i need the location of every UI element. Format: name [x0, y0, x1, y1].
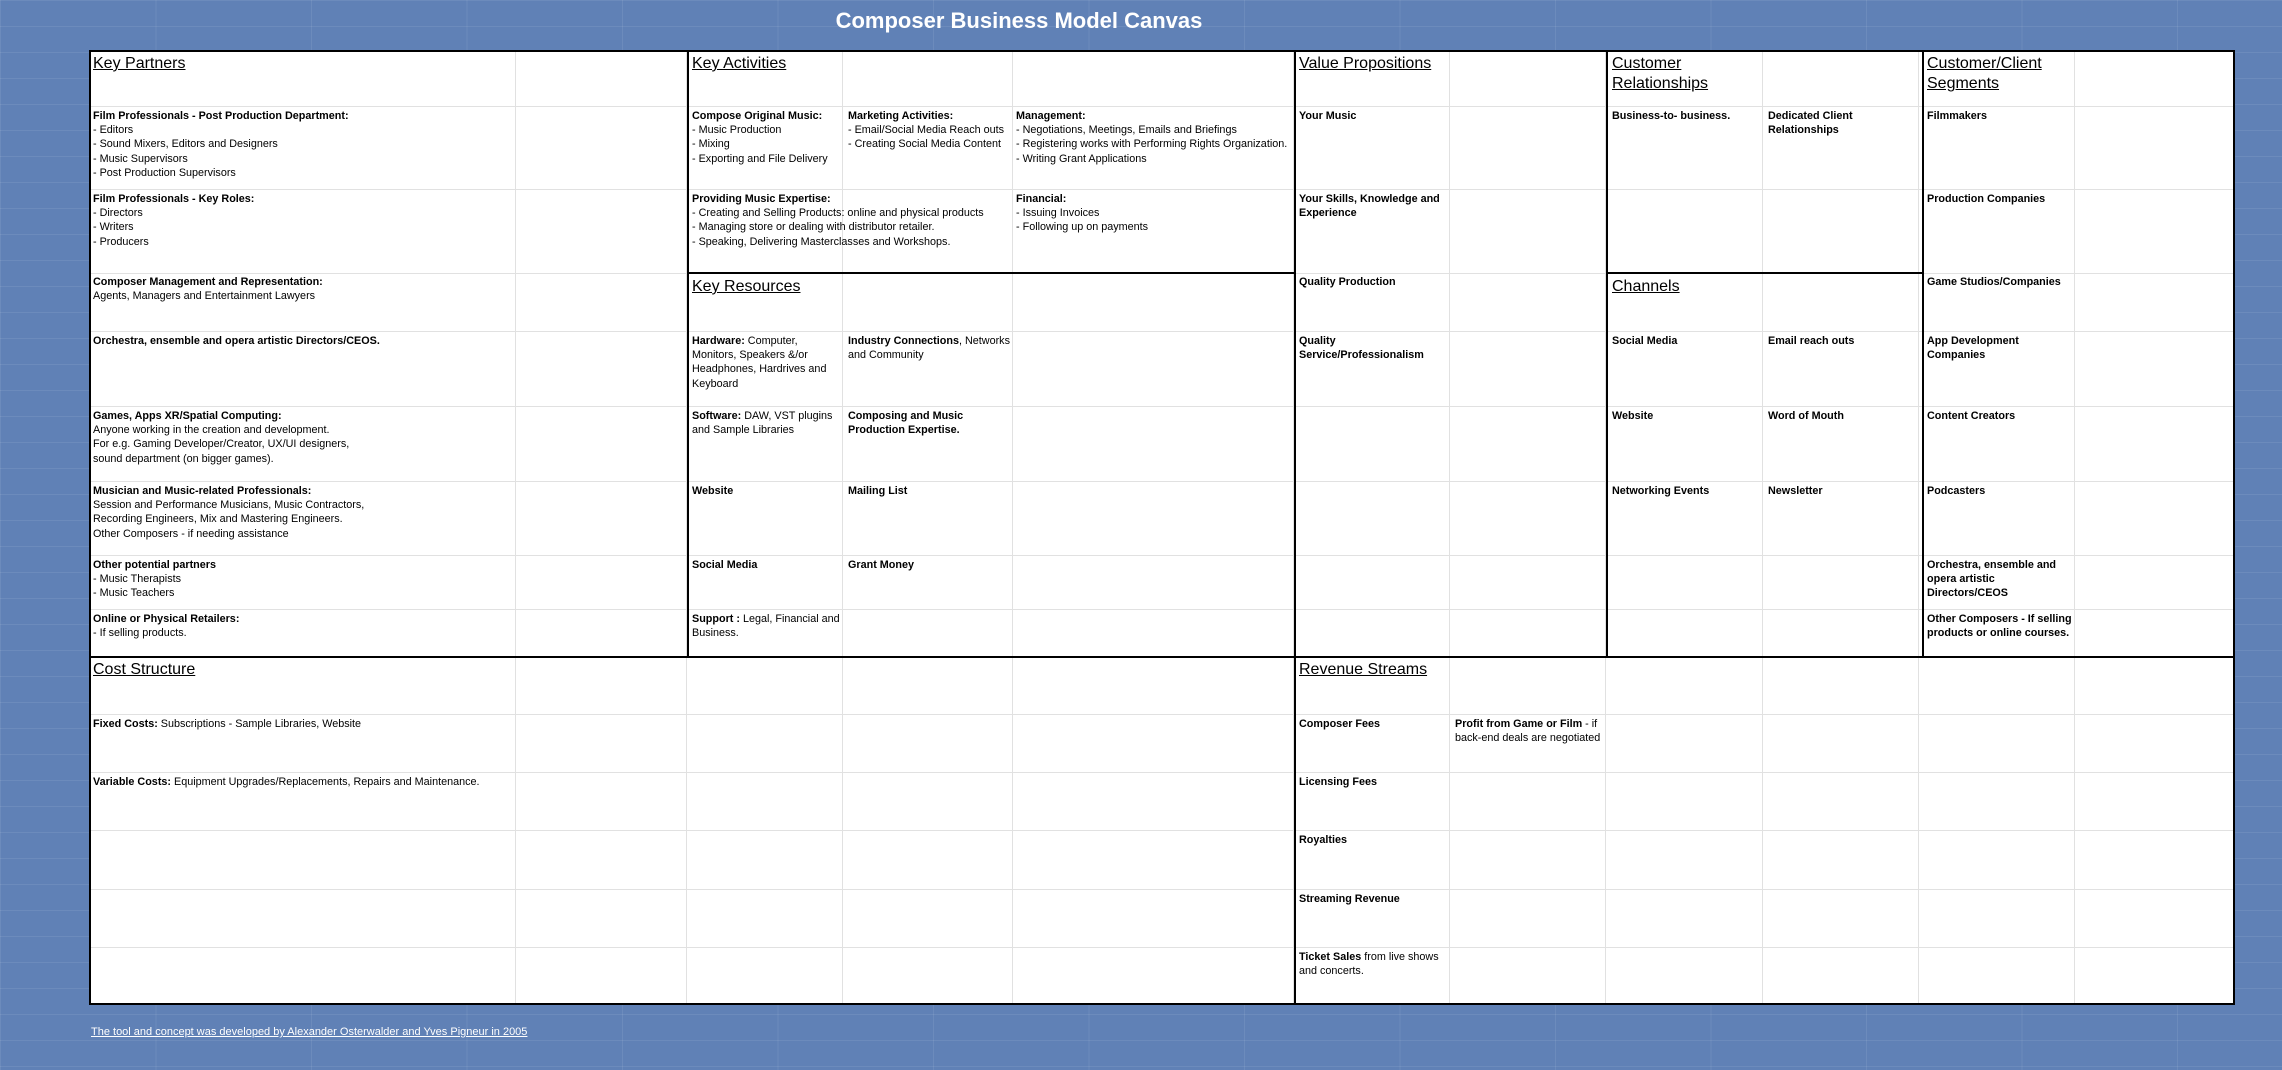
customer-segment-item: Filmmakers [1927, 110, 1988, 122]
key-activity-block-line: - Issuing Invoices [1016, 207, 1100, 220]
grid-cell[interactable] [1013, 556, 1294, 610]
channel-item: Word of Mouth [1768, 410, 1844, 422]
grid-cell[interactable] [843, 715, 1013, 773]
revenue-block [1299, 775, 1449, 789]
customer-segments-header: Customer/Client Segments [1927, 55, 2042, 92]
key-partner-block-heading: Other potential partners [93, 559, 216, 571]
revenue-block [1299, 833, 1449, 847]
key-activity-block-line: - Managing store or dealing with distributor retailer. [692, 221, 935, 234]
key-partner-block-line: Other Composers - if needing assistance [93, 527, 289, 540]
grid-cell[interactable] [687, 890, 843, 948]
key-resource-block-text: Computer, Monitors, Speakers &/or Headphones, Hardrives and Keyboard [692, 335, 827, 390]
key-partner-block [93, 484, 513, 541]
key-activity-block-line: - Creating and Selling Products: online and physical products [692, 207, 984, 220]
key-partner-block [93, 409, 513, 466]
grid-cell[interactable] [1763, 715, 1919, 773]
grid-cell[interactable] [1606, 610, 1763, 658]
grid-cell[interactable] [1763, 190, 1919, 274]
grid-cell[interactable] [1013, 407, 1294, 482]
grid-cell[interactable] [516, 482, 687, 556]
grid-cell[interactable] [1919, 831, 2075, 890]
key-activity-block-heading: Management: [1016, 110, 1086, 122]
key-partner-block-heading: Musician and Music-related Professionals: [93, 485, 312, 497]
grid-cell[interactable] [1013, 831, 1294, 890]
key-resource-block-text: , Networks and Community [848, 335, 1010, 362]
key-resource-block-text: DAW, VST plugins and Sample Libraries [692, 410, 833, 437]
grid-cell[interactable] [516, 610, 687, 658]
key-activity-block-heading: Providing Music Expertise: [692, 193, 831, 205]
grid-cell[interactable] [516, 274, 687, 332]
grid-cell[interactable] [687, 948, 843, 1005]
revenue-block-text: - if back-end deals are negotiated [1455, 718, 1601, 745]
grid-cell[interactable] [1763, 831, 1919, 890]
customer-segment-item: Game Studios/Companies [1927, 276, 2061, 288]
cost-block-heading: Variable Costs: [93, 776, 172, 788]
grid-cell[interactable] [1013, 890, 1294, 948]
grid-cell[interactable] [516, 831, 687, 890]
key-partner-block-line: - Writers [93, 221, 134, 234]
key-activity-block-line: - Following up on payments [1016, 221, 1149, 234]
grid-cell[interactable] [1763, 948, 1919, 1005]
grid-cell[interactable] [687, 831, 843, 890]
key-activity-block-line: - Music Production [692, 124, 782, 137]
grid-cell[interactable] [2075, 556, 2235, 610]
grid-cell[interactable] [2075, 715, 2235, 773]
key-partner-block-line: - Editors [93, 124, 134, 137]
grid-cell[interactable] [1450, 332, 1606, 407]
grid-cell[interactable] [1919, 890, 2075, 948]
grid-cell[interactable] [2075, 831, 2235, 890]
key-resource-block [692, 334, 840, 391]
grid-cell[interactable] [1294, 556, 1450, 610]
key-resource-block-heading: Composing and Music Production Expertise. [848, 410, 964, 437]
grid-cell[interactable] [1450, 610, 1606, 658]
customer-segment-item: Other Composers - If selling products or online courses. [1927, 613, 2072, 640]
grid-cell[interactable] [1450, 831, 1606, 890]
grid-cell[interactable] [2075, 773, 2235, 831]
key-partner-block-heading: Film Professionals - Key Roles: [93, 193, 255, 205]
grid-cell[interactable] [516, 190, 687, 274]
cost-block-text: Equipment Upgrades/Replacements, Repairs and Maintenance. [171, 776, 480, 788]
grid-cell[interactable] [2075, 482, 2235, 556]
grid-cell[interactable] [2075, 190, 2235, 274]
canvas-title: Composer Business Model Canvas [835, 8, 1203, 33]
grid-cell[interactable] [2075, 948, 2235, 1005]
key-resource-block-heading: Industry Connections [848, 335, 959, 347]
grid-cell[interactable] [843, 890, 1013, 948]
key-partner-block-line: - Music Supervisors [93, 152, 188, 165]
customer-segment-item: Content Creators [1927, 410, 2016, 422]
customer-relationship-item: Dedicated Client Relationships [1768, 110, 1853, 137]
grid-cell[interactable] [516, 556, 687, 610]
revenue-block [1299, 950, 1449, 978]
grid-cell[interactable] [1450, 274, 1606, 332]
key-partner-block-line: - Producers [93, 235, 149, 248]
grid-cell[interactable] [1450, 407, 1606, 482]
key-resource-block [848, 409, 1010, 437]
key-partner-block-line: - Music Therapists [93, 573, 181, 586]
grid-cell[interactable] [89, 831, 516, 890]
key-activity-block-line: - Exporting and File Delivery [692, 152, 828, 165]
key-resource-block-text: Legal, Financial and Business. [692, 613, 840, 640]
key-resource-block-heading: Social Media [692, 559, 758, 571]
revenue-block-heading: Streaming Revenue [1299, 893, 1400, 905]
grid-cell[interactable] [2075, 407, 2235, 482]
grid-cell[interactable] [843, 831, 1013, 890]
key-activity-block [1016, 109, 1296, 166]
key-partner-block-line: - Sound Mixers, Editors and Designers [93, 138, 278, 151]
customer-segment-item: App Development Companies [1927, 335, 2019, 362]
key-activity-block-heading: Financial: [1016, 193, 1067, 205]
grid-cell[interactable] [1606, 773, 1763, 831]
revenue-block [1455, 717, 1605, 745]
grid-cell[interactable] [1450, 190, 1606, 274]
revenue-block [1299, 892, 1449, 906]
key-partner-block [93, 612, 513, 640]
grid-cell[interactable] [1294, 482, 1450, 556]
key-resource-block-heading: Website [692, 485, 734, 497]
key-partner-block-line: - Post Production Supervisors [93, 166, 236, 179]
key-resources-header: Key Resources [692, 278, 801, 295]
revenue-streams-header: Revenue Streams [1299, 661, 1428, 678]
key-partner-block-line: - Music Teachers [93, 587, 175, 600]
key-resource-block-heading: Grant Money [848, 559, 914, 571]
grid-cell[interactable] [1450, 107, 1606, 190]
key-resource-block-heading: Software: [692, 410, 742, 422]
grid-cell[interactable] [843, 50, 1013, 107]
grid-cell[interactable] [1763, 890, 1919, 948]
grid-cell[interactable] [1450, 948, 1606, 1005]
grid-cell[interactable] [1919, 948, 2075, 1005]
customer-relationship-item: Business-to- business. [1612, 110, 1731, 122]
revenue-block-heading: Composer Fees [1299, 718, 1381, 730]
grid-cell[interactable] [1013, 610, 1294, 658]
key-activity-block-line: - Writing Grant Applications [1016, 152, 1147, 165]
revenue-block-text: from live shows and concerts. [1299, 951, 1439, 978]
grid-cell[interactable] [2075, 332, 2235, 407]
channel-item: Networking Events [1612, 485, 1710, 497]
key-activity-block-heading: Compose Original Music: [692, 110, 823, 122]
key-partner-block-heading: Games, Apps XR/Spatial Computing: [93, 410, 282, 422]
key-activity-block-line: - Creating Social Media Content [848, 138, 1002, 151]
grid-cell[interactable] [2075, 658, 2235, 715]
key-partner-block-line: - Directors [93, 207, 143, 220]
grid-cell[interactable] [516, 948, 687, 1005]
key-partner-block [93, 109, 513, 180]
customer-segment-item: Orchestra, ensemble and opera artistic Directors/CEOS [1927, 559, 2057, 600]
key-partner-block [93, 275, 513, 303]
revenue-block-heading: Profit from Game or Film [1455, 718, 1583, 730]
canvas-sheet [89, 50, 2235, 1005]
key-partner-block-heading: Film Professionals - Post Production Department: [93, 110, 349, 122]
grid-cell[interactable] [1013, 332, 1294, 407]
value-proposition-item: Quality Service/Professionalism [1299, 335, 1424, 362]
key-activity-block-line: - Negotiations, Meetings, Emails and Briefings [1016, 124, 1237, 137]
grid-cell[interactable] [516, 658, 687, 715]
grid-cell[interactable] [843, 773, 1013, 831]
key-resource-block [692, 612, 840, 640]
channel-item: Website [1612, 410, 1654, 422]
grid-cell[interactable] [516, 890, 687, 948]
key-resource-block [692, 409, 840, 437]
key-activity-block [1016, 192, 1294, 235]
customer-segment-item: Production Companies [1927, 193, 2046, 205]
key-activity-block-line: - Registering works with Performing Rights Organization. [1016, 138, 1288, 151]
key-resource-block [692, 484, 840, 498]
grid-cell[interactable] [1763, 658, 1919, 715]
grid-cell[interactable] [516, 107, 687, 190]
grid-cell[interactable] [1450, 50, 1606, 107]
key-partner-block-heading: Orchestra, ensemble and opera artistic Directors/CEOS. [93, 335, 380, 347]
grid-cell[interactable] [1606, 890, 1763, 948]
grid-cell[interactable] [1450, 658, 1606, 715]
customer-segment-item: Podcasters [1927, 485, 1986, 497]
cost-block [93, 775, 683, 789]
grid-cell[interactable] [1763, 556, 1919, 610]
grid-cell[interactable] [1450, 773, 1606, 831]
grid-cell[interactable] [89, 948, 516, 1005]
attribution-link[interactable]: The tool and concept was developed by Alexander Osterwalder and Yves Pigneur in 2005 [91, 1026, 528, 1038]
channel-item: Email reach outs [1768, 335, 1855, 347]
revenue-block-heading: Ticket Sales [1299, 951, 1362, 963]
grid-cell[interactable] [1919, 715, 2075, 773]
channels-header: Channels [1612, 278, 1680, 295]
cost-structure-header: Cost Structure [93, 661, 196, 678]
key-activity-block-line: - Mixing [692, 138, 730, 151]
value-proposition-item: Your Skills, Knowledge and Experience [1299, 193, 1440, 220]
grid-cell[interactable] [1013, 50, 1294, 107]
key-resource-block [848, 484, 1010, 498]
grid-cell[interactable] [1763, 610, 1919, 658]
key-resource-block-heading: Support : [692, 613, 740, 625]
grid-cell[interactable] [2075, 107, 2235, 190]
grid-cell[interactable] [1294, 610, 1450, 658]
grid-cell[interactable] [2075, 610, 2235, 658]
cost-block-heading: Fixed Costs: [93, 718, 158, 730]
key-resource-block [692, 558, 840, 572]
key-resource-block [848, 334, 1010, 362]
key-resource-block-heading: Hardware: [692, 335, 745, 347]
key-activity-block [692, 192, 1012, 249]
revenue-block [1299, 717, 1449, 731]
grid-cell[interactable] [843, 948, 1013, 1005]
grid-cell[interactable] [687, 773, 843, 831]
grid-cell[interactable] [1450, 890, 1606, 948]
grid-cell[interactable] [1606, 831, 1763, 890]
key-activity-block-line: - Speaking, Delivering Masterclasses and Workshops. [692, 235, 951, 248]
grid-cell[interactable] [687, 658, 843, 715]
grid-cell[interactable] [1013, 658, 1294, 715]
grid-cell[interactable] [1450, 482, 1606, 556]
key-activities-header: Key Activities [692, 55, 787, 72]
grid-cell[interactable] [1606, 190, 1763, 274]
grid-cell[interactable] [89, 890, 516, 948]
grid-cell[interactable] [2075, 890, 2235, 948]
revenue-block-heading: Licensing Fees [1299, 776, 1378, 788]
grid-cell[interactable] [1763, 50, 1919, 107]
cost-block [93, 717, 683, 731]
key-partner-block [93, 334, 513, 348]
grid-cell[interactable] [1763, 773, 1919, 831]
grid-cell[interactable] [1013, 773, 1294, 831]
revenue-block-heading: Royalties [1299, 834, 1348, 846]
value-proposition-item: Quality Production [1299, 276, 1396, 288]
grid-cell[interactable] [1294, 407, 1450, 482]
grid-cell[interactable] [843, 658, 1013, 715]
key-partner-block-line: Session and Performance Musicians, Music Contractors, [93, 499, 365, 512]
key-activity-block [692, 109, 842, 166]
grid-cell[interactable] [516, 332, 687, 407]
key-partner-block-heading: Online or Physical Retailers: [93, 613, 240, 625]
key-partner-block-line: For e.g. Gaming Developer/Creator, UX/UI designers, [93, 438, 350, 451]
grid-cell[interactable] [1013, 482, 1294, 556]
grid-cell[interactable] [1606, 658, 1763, 715]
customer-relationships-header: Customer Relationships [1612, 55, 1709, 92]
grid-cell[interactable] [843, 274, 1013, 332]
key-partner-block-line: Agents, Managers and Entertainment Lawyers [93, 290, 316, 303]
grid-cell[interactable] [1606, 715, 1763, 773]
grid-cell[interactable] [1013, 948, 1294, 1005]
key-partner-block-line: Anyone working in the creation and development. [93, 424, 330, 437]
key-activity-block-heading: Marketing Activities: [848, 110, 954, 122]
grid-cell[interactable] [2075, 274, 2235, 332]
key-partners-header: Key Partners [93, 55, 186, 72]
value-proposition-item: Your Music [1299, 110, 1357, 122]
key-partner-block-line: - If selling products. [93, 627, 187, 640]
grid-cell[interactable] [687, 715, 843, 773]
grid-cell[interactable] [1763, 274, 1919, 332]
key-partner-block-line: Recording Engineers, Mix and Mastering Engineers. [93, 513, 343, 526]
key-resource-block [848, 558, 1010, 572]
grid-cell[interactable] [1013, 274, 1294, 332]
key-partner-block-line: sound department (on bigger games). [93, 452, 274, 465]
key-resource-block-heading: Mailing List [848, 485, 908, 497]
grid-cell[interactable] [516, 407, 687, 482]
grid-cell[interactable] [1450, 556, 1606, 610]
key-activity-block [848, 109, 1013, 152]
grid-cell[interactable] [1919, 773, 2075, 831]
key-partner-block [93, 192, 513, 249]
key-activity-block-line: - Email/Social Media Reach outs [848, 124, 1005, 137]
grid-cell[interactable] [1606, 556, 1763, 610]
key-partner-block-heading: Composer Management and Representation: [93, 276, 323, 288]
channel-item: Newsletter [1768, 485, 1823, 497]
value-propositions-header: Value Propositions [1299, 55, 1432, 72]
channel-item: Social Media [1612, 335, 1678, 347]
key-partner-block [93, 558, 513, 601]
grid-cell[interactable] [1919, 658, 2075, 715]
grid-cell[interactable] [2075, 50, 2235, 107]
grid-cell[interactable] [516, 50, 687, 107]
cost-block-text: Subscriptions - Sample Libraries, Website [157, 718, 362, 730]
grid-cell[interactable] [1013, 715, 1294, 773]
grid-cell[interactable] [1606, 948, 1763, 1005]
grid-cell[interactable] [843, 610, 1013, 658]
